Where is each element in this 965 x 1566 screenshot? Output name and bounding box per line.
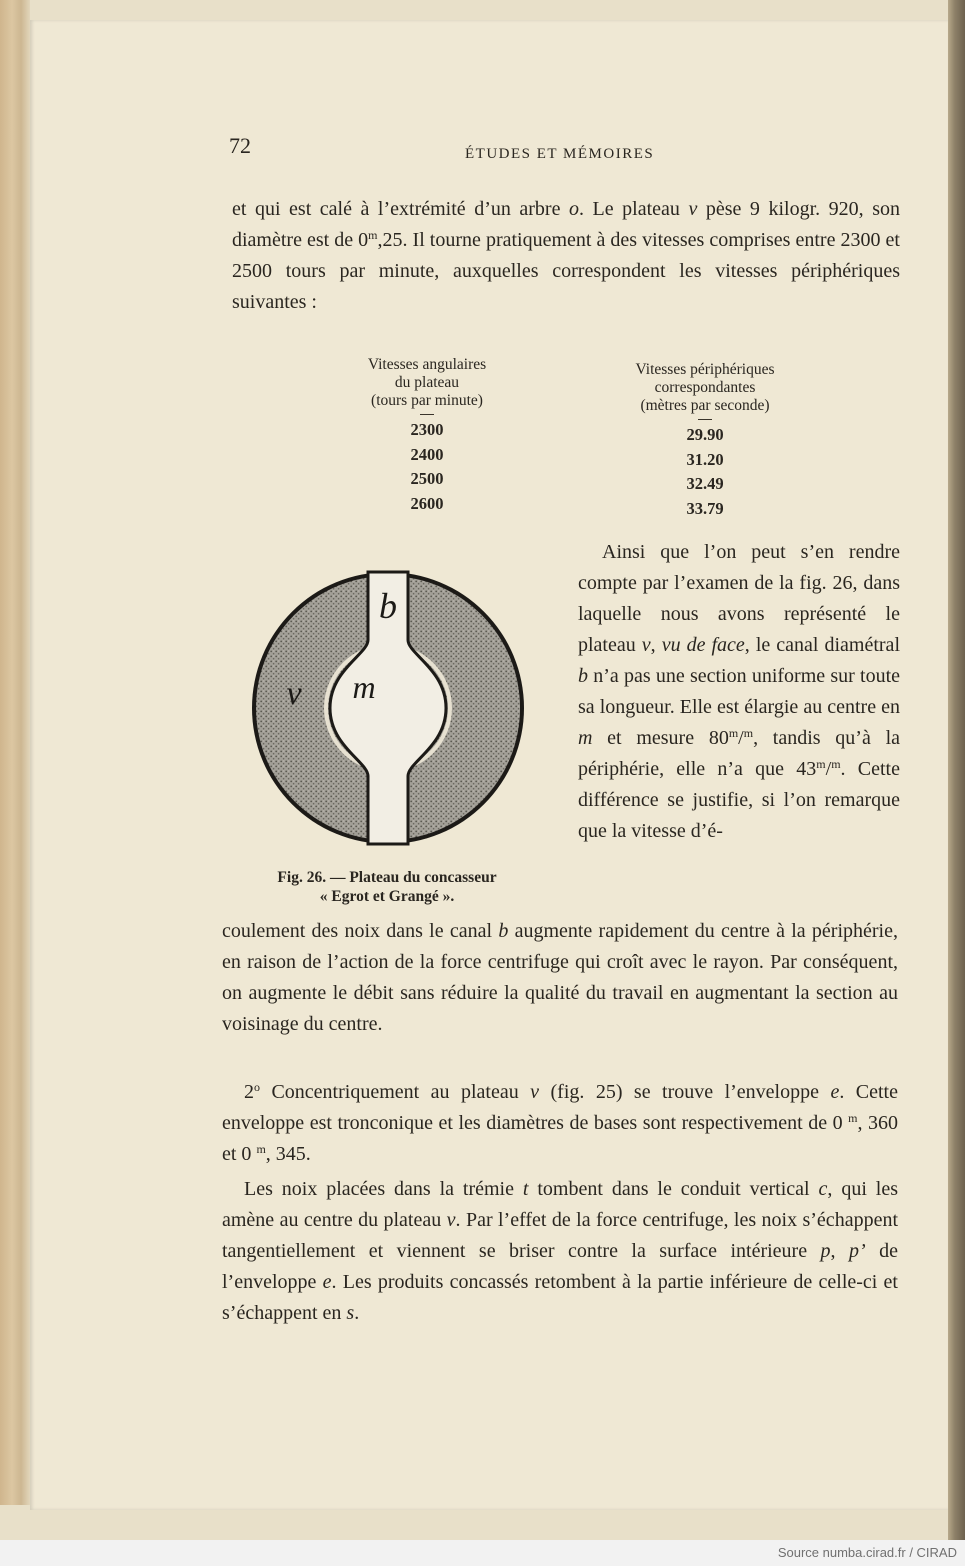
column-values — [318, 418, 536, 516]
paragraph-ainsi — [578, 537, 900, 847]
ordinal-superscript: o — [254, 1080, 260, 1094]
text: 2 — [244, 1081, 254, 1103]
symbol-m: m — [578, 727, 593, 749]
text: augmente rapidement du centre à la périphérie, en raison de l’action de la force centrifuge qui croît avec le rayon. Par conséquent, on augmente le débit sans réduire la qualité du travail en augmentant la section au voisinage du centre. — [222, 920, 898, 1035]
table-cell: 32.49 — [686, 474, 724, 493]
header-line: Vitesses angulaires — [367, 356, 487, 373]
unit-superscript: m — [256, 1142, 266, 1156]
table-cell: 2600 — [410, 493, 444, 513]
header-dash — [698, 419, 712, 420]
unit-superscript: m — [816, 757, 826, 771]
symbol-o: o — [569, 198, 579, 220]
unit-superscript: m — [368, 228, 378, 242]
figure-26-plate-diagram — [250, 570, 526, 846]
text: (fig. 25) se trouve l’enveloppe — [539, 1081, 831, 1103]
book-spine-shadow — [948, 0, 965, 1540]
symbol-v: v — [641, 634, 651, 656]
table-cell: 31.20 — [686, 449, 724, 469]
table-cell: 2400 — [410, 444, 444, 464]
text: n’a pas une section uniforme sur toute sa longueur. Elle est élargie au centre en — [578, 665, 900, 718]
text: , tandis qu’à la périphérie, elle n’a que 43 — [578, 727, 901, 780]
column-values — [590, 423, 820, 521]
caption-line: Fig. 26. — Plateau du concasseur — [277, 869, 497, 886]
paragraph-ecoulement — [222, 916, 898, 1040]
text: , — [650, 634, 662, 656]
text: / — [825, 758, 832, 780]
text: , 345. — [265, 1143, 311, 1165]
text: pèse 9 kilogr. 920, son diamètre est de 0 — [232, 198, 900, 251]
text: , le canal diamétral — [744, 634, 900, 656]
header-line: (mètres par seconde) — [640, 397, 770, 414]
symbol-v: v — [688, 198, 698, 220]
text: Ainsi que l’on peut s’en rendre compte par l’examen de la fig. 26, dans laquelle nous avons représenté le plateau — [578, 541, 900, 656]
symbol-c: c — [818, 1178, 828, 1200]
text: et mesure 80 — [592, 727, 729, 749]
text: , 360 et 0 — [222, 1112, 899, 1165]
unit-superscript: m — [728, 726, 739, 740]
text: . — [354, 1302, 360, 1324]
text: Concentriquement au plateau — [260, 1081, 531, 1103]
text: et qui est calé à l’extrémité d’un arbre — [232, 198, 569, 220]
text: ,25. Il tourne pratiquement à des vitesses comprises entre 2300 et 2500 tours par minute, auxquelles correspondent les vitesses périphériques suivantes : — [232, 229, 900, 313]
unit-superscript: m — [743, 726, 754, 740]
text: . Cette enveloppe est tronconique et les diamètres de bases sont respectivement de 0 — [222, 1081, 898, 1134]
peripheral-speed-column — [590, 361, 820, 521]
column-header — [590, 361, 820, 415]
paragraph-intro — [232, 194, 900, 318]
book-page-edges — [0, 0, 30, 1505]
figure-label-m: m — [352, 669, 376, 705]
symbol-s: s — [346, 1302, 355, 1324]
angular-speed-column — [318, 356, 536, 516]
figure-caption — [232, 868, 542, 906]
symbol-e: e — [322, 1271, 332, 1293]
symbol-v: v — [446, 1209, 456, 1231]
unit-superscript: m — [831, 757, 841, 771]
symbol-e: e — [830, 1081, 840, 1103]
text: Les noix placées dans la trémie — [244, 1178, 523, 1200]
table-cell: 2500 — [410, 469, 444, 488]
symbol-p-prime: p’ — [849, 1240, 866, 1262]
text: . Le plateau — [579, 198, 689, 220]
symbol-t: t — [522, 1178, 529, 1200]
text: , — [830, 1240, 849, 1262]
header-line: (tours par minute) — [371, 392, 483, 409]
text: de l’enveloppe — [222, 1240, 898, 1293]
caption-line: « Egrot et Grangé ». — [319, 888, 455, 905]
symbol-b: b — [498, 920, 509, 942]
text: tombent dans le conduit vertical — [528, 1178, 819, 1200]
text: . Par l’effet de la force centrifuge, les noix s’échappent tangentiellement et viennent se briser contre la surface intérieure — [222, 1209, 898, 1262]
source-credit: Source numba.cirad.fr / CIRAD — [777, 1545, 957, 1560]
table-cell: 2300 — [410, 420, 444, 439]
text: . Cette différence se justifie, si l’on remarque que la vitesse d’é- — [578, 758, 900, 842]
text: . Les produits concassés retombent à la partie inférieure de celle-ci et s’échappent en — [222, 1271, 898, 1324]
header-dash — [420, 414, 434, 415]
table-cell: 33.79 — [686, 498, 724, 518]
header-line: du plateau — [394, 374, 460, 391]
page-number: 72 — [229, 133, 251, 158]
running-head: ÉTUDES ET MÉMOIRES — [465, 146, 655, 162]
figure-label-v: v — [286, 675, 302, 712]
paragraph-enveloppe — [222, 1077, 898, 1170]
unit-superscript: m — [848, 1111, 858, 1125]
figure-label-b: b — [379, 586, 397, 626]
paragraph-noix — [222, 1174, 898, 1329]
header-line: Vitesses périphériques — [635, 361, 775, 378]
italic-phrase: vu de face — [661, 634, 745, 656]
symbol-b: b — [578, 665, 588, 687]
symbol-v: v — [530, 1081, 540, 1103]
header-line: correspondantes — [654, 379, 756, 396]
column-header — [318, 356, 536, 410]
table-cell: 29.90 — [686, 425, 724, 444]
symbol-p: p — [820, 1240, 831, 1262]
text: coulement des noix dans le canal — [222, 920, 499, 942]
text: , qui les amène au centre du plateau — [222, 1178, 898, 1231]
text: / — [738, 727, 744, 749]
